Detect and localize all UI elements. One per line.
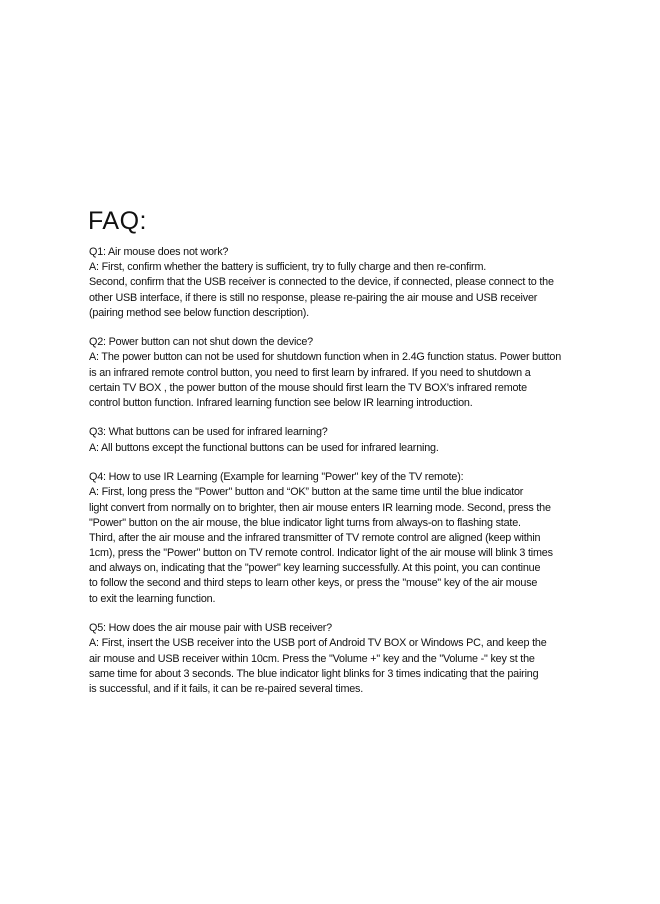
question-text: Q1: Air mouse does not work?	[89, 246, 229, 258]
answer-line: same time for about 3 seconds. The blue indicator light blinks for 3 times indicating that the pairing	[89, 667, 539, 680]
question-text: Q4: How to use IR Learning (Example for learning "Power" key of the TV remote):	[89, 471, 464, 484]
answer-line: "Power" button on the air mouse, the blue indicator light turns from always-on to flashing state.	[89, 516, 521, 529]
faq-body	[89, 245, 572, 711]
answer-line: control button function. Infrared learning function see below IR learning introduction.	[89, 396, 473, 409]
question-text: Q5: How does the air mouse pair with USB receiver?	[89, 622, 332, 635]
answer-line: to follow the second and third steps to learn other keys, or press the "mouse" key of the air mouse	[89, 577, 538, 590]
answer-line: light convert from normally on to brighter, then air mouse enters IR learning mode. Second, press the	[89, 501, 551, 514]
question-text: Q2: Power button can not shut down the device?	[89, 336, 313, 349]
question-text: Q3: What buttons can be used for infrared learning?	[89, 426, 328, 439]
answer-line: (pairing method see below function description).	[89, 306, 309, 319]
answer-line: A: First, long press the "Power" button and “OK” button at the same time until the blue indicator	[89, 486, 524, 499]
answer-line: air mouse and USB receiver within 10cm. Press the "Volume +" key and the "Volume -" key st the	[89, 652, 535, 665]
answer-line: is successful, and if it fails, it can be re-paired several times.	[89, 682, 364, 695]
answer-line: Third, after the air mouse and the infrared transmitter of TV remote control are aligned (keep within	[89, 531, 541, 544]
answer-line: certain TV BOX , the power button of the mouse should first learn the TV BOX’s infrared remote	[89, 381, 527, 394]
answer-line: and always on, indicating that the "power" key learning successfully. At this point, you can continue	[89, 562, 541, 575]
answer-line: other USB interface, if there is still no response, please re-pairing the air mouse and USB receiver	[89, 291, 538, 304]
faq-q4	[89, 470, 572, 607]
answer-line: to exit the learning function.	[89, 592, 216, 605]
faq-q2	[89, 335, 572, 411]
faq-q1	[89, 245, 572, 321]
answer-line: A: First, confirm whether the battery is sufficient, try to fully charge and then re-confirm.	[89, 261, 487, 274]
answer-line: A: First, insert the USB receiver into the USB port of Android TV BOX or Windows PC, and keep the	[89, 637, 547, 650]
faq-q3	[89, 425, 572, 455]
answer-line: A: The power button can not be used for shutdown function when in 2.4G function status. Power button	[89, 351, 562, 364]
faq-q5	[89, 621, 572, 697]
answer-line: is an infrared remote control button, you need to first learn by infrared. If you need to shutdown a	[89, 366, 531, 379]
page-title: FAQ:	[88, 207, 147, 235]
answer-line: A: All buttons except the functional buttons can be used for infrared learning.	[89, 441, 439, 454]
answer-line: 1cm), press the "Power" button on TV remote control. Indicator light of the air mouse will blink 3 times	[89, 547, 553, 560]
answer-line: Second, confirm that the USB receiver is connected to the device, if connected, please connect to the	[89, 276, 554, 289]
